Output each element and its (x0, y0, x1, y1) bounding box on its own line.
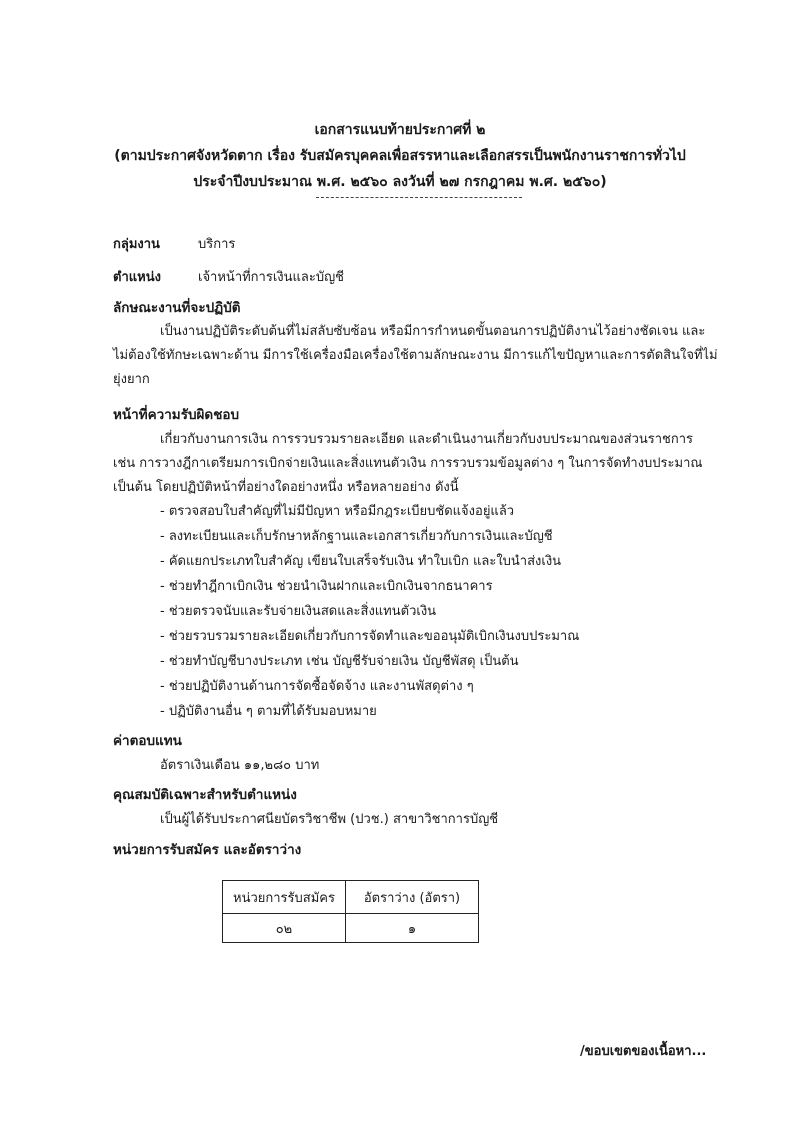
responsibility-item: - ช่วยทำบัญชีบางประเภท เช่น บัญชีรับจ่ายเงิน บัญชีพัสดุ เป็นต้น (160, 654, 519, 669)
responsibilities-intro-line: เกี่ยวกับงานการเงิน การรวบรวมรายละเอียด และดำเนินงานเกี่ยวกับงบประมาณของส่วนราชการ (160, 432, 694, 447)
job-nature-line: เป็นงานปฏิบัติระดับต้นที่ไม่สลับซับซ้อน หรือมีการกำหนดขั้นตอนการปฏิบัติงานไว้อย่างชัดเจน และ (160, 324, 706, 339)
job-nature-paragraph (113, 320, 718, 392)
responsibility-item: - ลงทะเบียนและเก็บรักษาหลักฐานและเอกสารเกี่ยวกับการเงินและบัญชี (160, 529, 553, 544)
responsibility-item: - ตรวจสอบใบสำคัญที่ไม่มีปัญหา หรือมีกฎระเบียบชัดแจ้งอยู่แล้ว (160, 504, 515, 519)
job-nature-line: ไม่ต้องใช้ทักษะเฉพาะด้าน มีการใช้เครื่องมือเครื่องใช้ตามลักษณะงาน มีการแก้ไขปัญหาและการตัดสินใจที่ไม่ (113, 348, 718, 363)
responsibility-item: - ช่วยปฏิบัติงานด้านการจัดซื้อจัดจ้าง และงานพัสดุต่าง ๆ (160, 679, 474, 694)
responsibilities-heading: หน้าที่ความรับผิดชอบ (113, 407, 240, 423)
header-separator (316, 197, 522, 198)
position-label: ตำแหน่ง (113, 270, 161, 285)
responsibilities-intro-line: เป็นต้น โดยปฏิบัติหน้าที่อย่างใดอย่างหนึ่ง หรือหลายอย่าง ดังนี้ (113, 480, 459, 495)
position-value: เจ้าหน้าที่การเงินและบัญชี (198, 270, 344, 285)
continued-note: /ขอบเขตของเนื้อหา... (580, 1044, 707, 1059)
responsibilities-intro (113, 428, 703, 500)
units-heading: หน่วยการรับสมัคร และอัตราว่าง (113, 842, 302, 858)
job-nature-heading: ลักษณะงานที่จะปฏิบัติ (113, 300, 241, 316)
job-nature-line: ยุ่งยาก (113, 372, 150, 387)
recruitment-table (222, 880, 479, 943)
group-label: กลุ่มงาน (113, 237, 160, 252)
responsibility-item: - ช่วยตรวจนับและรับจ่ายเงินสดและสิ่งแทนตัวเงิน (160, 604, 437, 619)
document-subtitle-line1: (ตามประกาศจังหวัดตาก เรื่อง รับสมัครบุคคลเพื่อสรรหาและเลือกสรรเป็นพนักงานราชการทั่วไป (114, 148, 686, 164)
table-cell: ๐๒ (223, 914, 346, 943)
responsibility-item: - ช่วยรวบรวมรายละเอียดเกี่ยวกับการจัดทำและขออนุมัติเบิกเงินงบประมาณ (160, 629, 580, 644)
responsibility-item: - ปฏิบัติงานอื่น ๆ ตามที่ได้รับมอบหมาย (160, 704, 377, 719)
compensation-heading: ค่าตอบแทน (113, 733, 182, 749)
compensation-text: อัตราเงินเดือน ๑๑,๒๘๐ บาท (160, 758, 320, 773)
table-header-cell: อัตราว่าง (อัตรา) (346, 881, 479, 914)
document-subtitle-line2: ประจำปีงบประมาณ พ.ศ. ๒๕๖๐ ลงวันที่ ๒๗ กรกฎาคม พ.ศ. ๒๕๖๐) (193, 174, 607, 190)
responsibility-item: - คัดแยกประเภทใบสำคัญ เขียนใบเสร็จรับเงิน ทำใบเบิก และใบนำส่งเงิน (160, 554, 562, 569)
document-title: เอกสารแนบท้ายประกาศที่ ๒ (314, 122, 486, 138)
table-row (223, 914, 479, 943)
table-cell: ๑ (346, 914, 479, 943)
responsibilities-intro-line: เช่น การวางฎีกาเตรียมการเบิกจ่ายเงินและสิ่งแทนตัวเงิน การรวบรวมข้อมูลต่าง ๆ ในการจัดทำงบประมาณ (113, 456, 703, 471)
responsibility-item: - ช่วยทำฎีกาเบิกเงิน ช่วยนำเงินฝากและเบิกเงินจากธนาคาร (160, 579, 493, 594)
table-header-cell: หน่วยการรับสมัคร (223, 881, 346, 914)
table-header-row (223, 881, 479, 914)
qualifications-heading: คุณสมบัติเฉพาะสำหรับตำแหน่ง (113, 787, 297, 803)
qualifications-text: เป็นผู้ได้รับประกาศนียบัตรวิชาชีพ (ปวช.) สาขาวิชาการบัญชี (160, 812, 499, 827)
group-value: บริการ (198, 237, 236, 252)
